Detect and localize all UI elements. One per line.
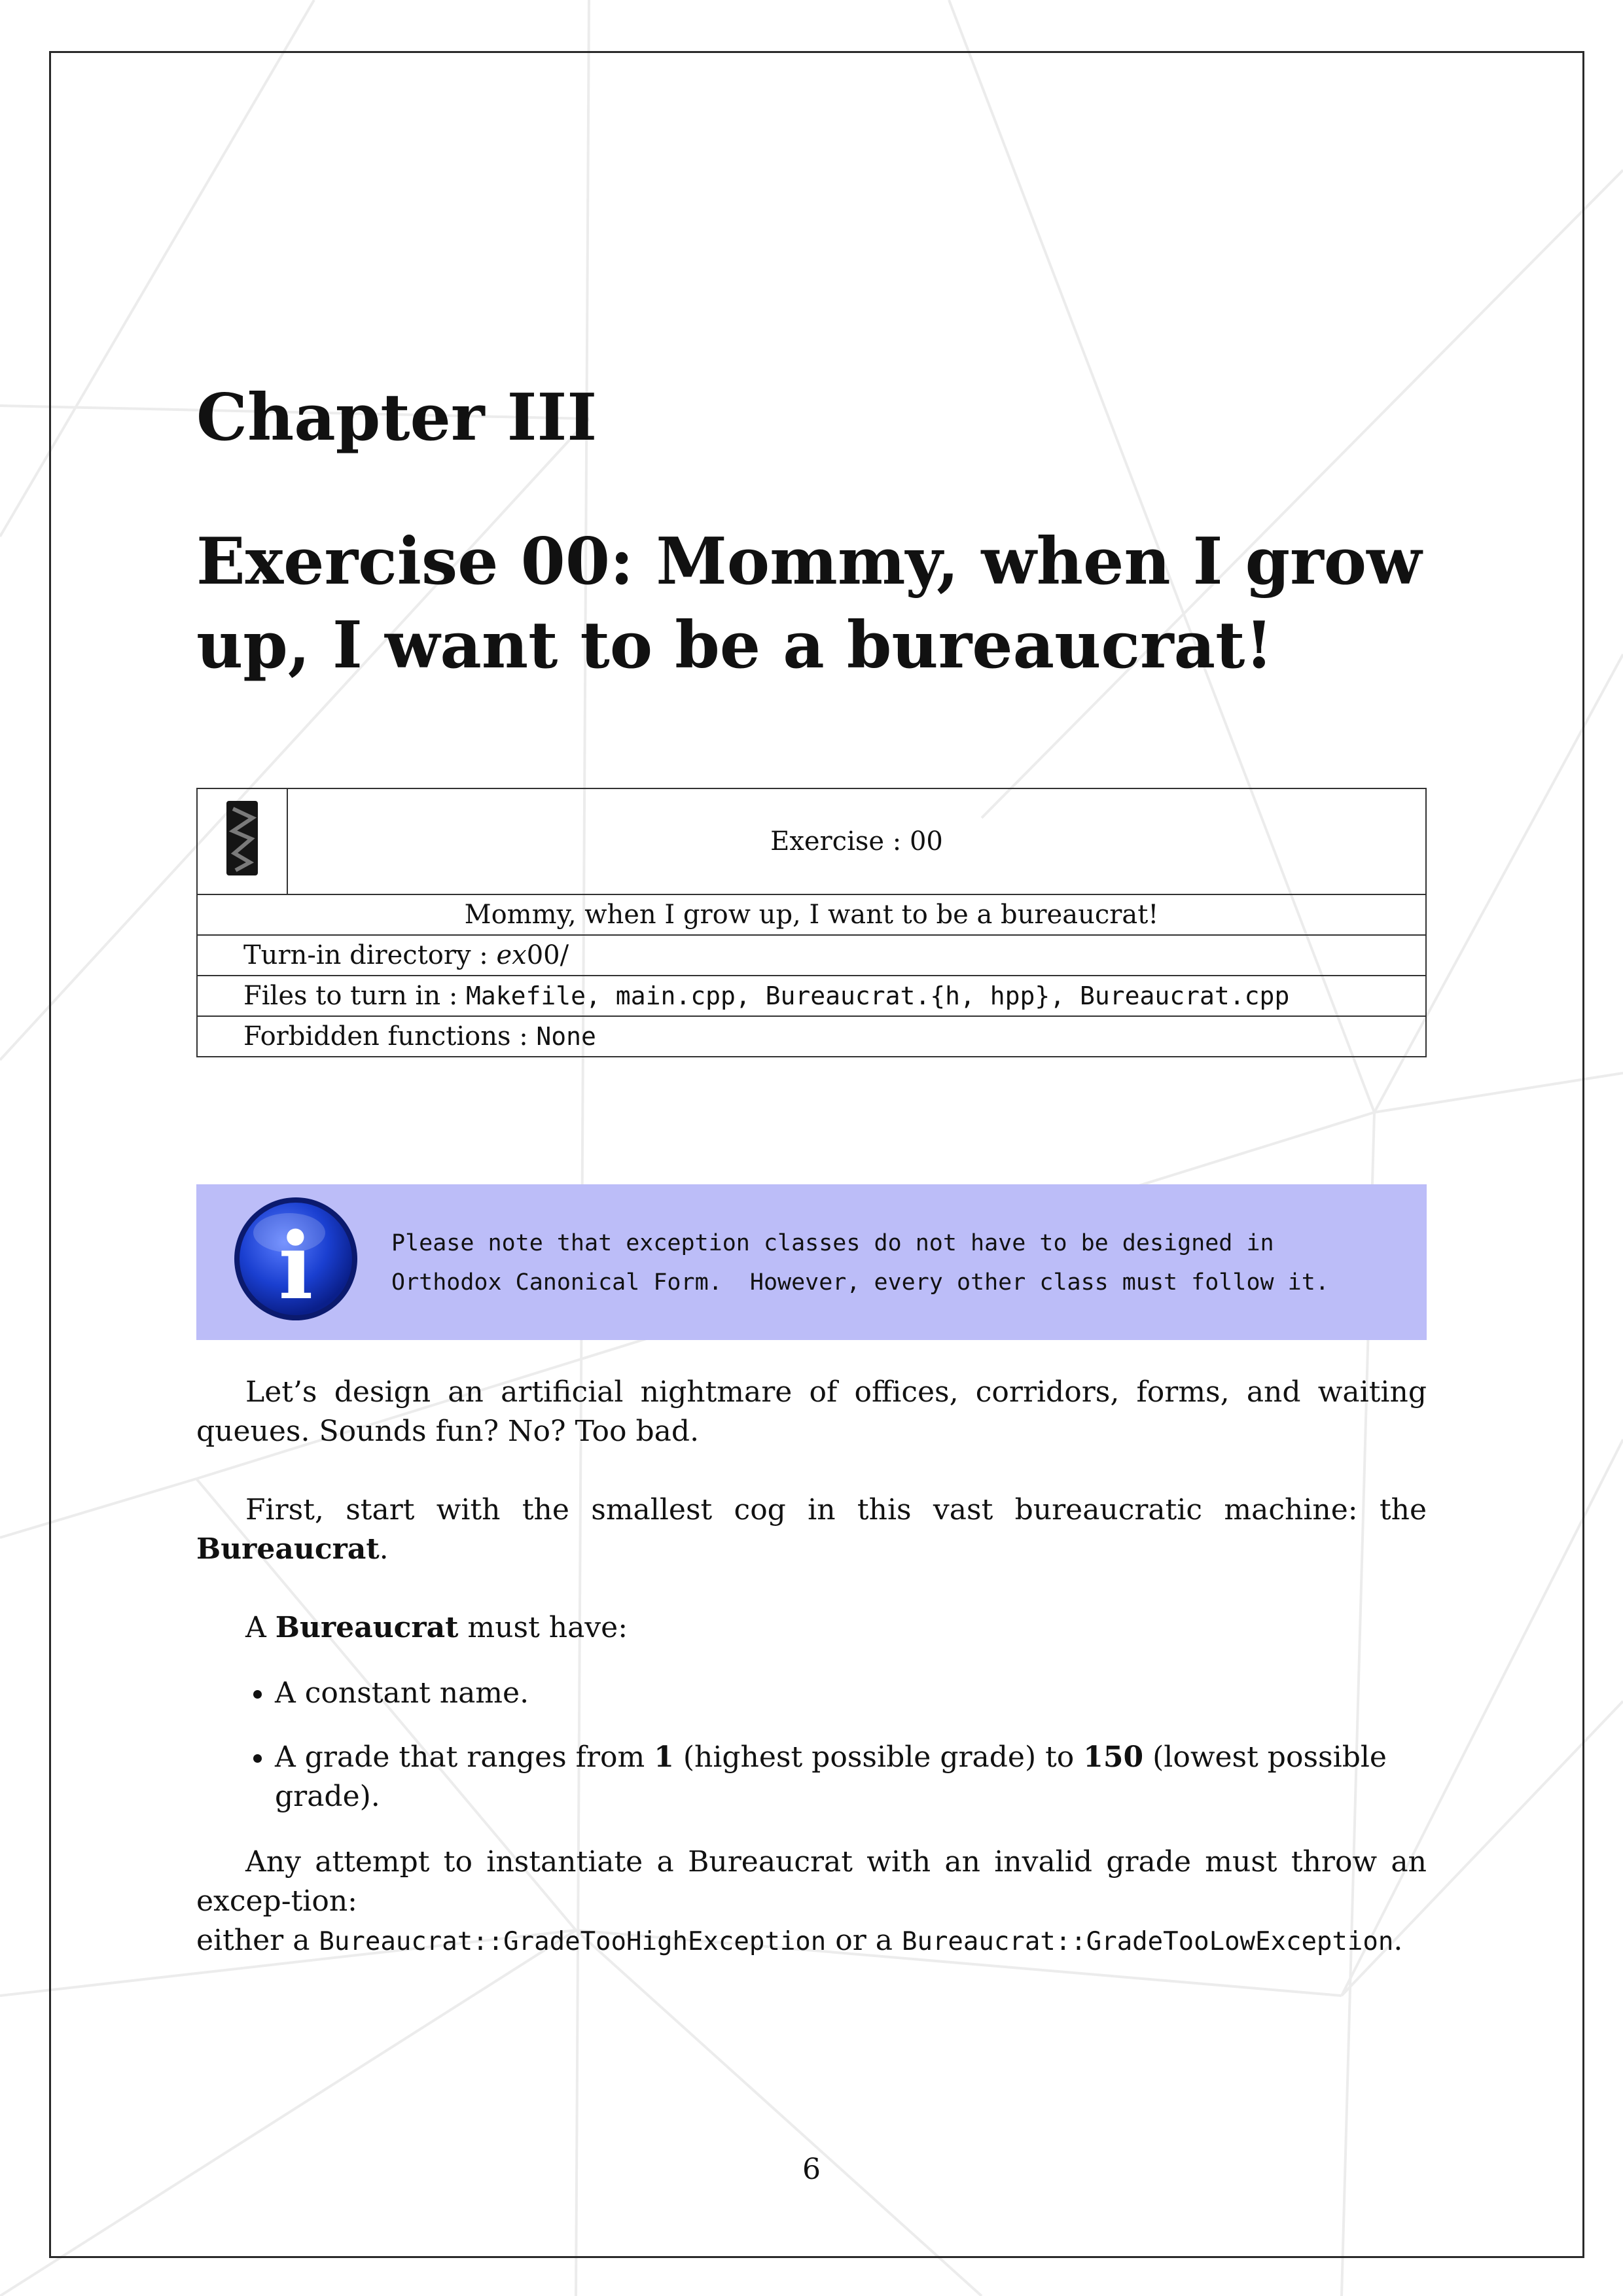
exercise-number-cell: Exercise : 00 <box>287 788 1426 894</box>
requirements-list <box>196 1674 1427 1816</box>
page-number: 6 <box>802 2153 821 2186</box>
forbidden-row <box>197 1016 1426 1057</box>
info-icon-letter: i <box>278 1213 313 1320</box>
info-icon <box>230 1193 361 1324</box>
forbidden-label: Forbidden functions : <box>243 1021 537 1051</box>
b2-bold-1: 1 <box>654 1740 674 1774</box>
code-grade-too-high: Bureaucrat::GradeTooHighException <box>319 1927 827 1956</box>
p3-text: A <box>245 1611 276 1644</box>
paragraph-must-have <box>196 1608 1427 1648</box>
p5-text: either a <box>196 1924 319 1957</box>
p5-end: . <box>1393 1924 1403 1957</box>
chapter-heading: Chapter III <box>196 380 597 455</box>
exercise-name-cell: Mommy, when I grow up, I want to be a bureaucrat! <box>197 894 1426 935</box>
school-logo-icon <box>224 800 260 877</box>
p3-end: must have: <box>458 1611 628 1644</box>
exercise-title <box>196 520 1440 688</box>
forbidden-value: None <box>536 1022 596 1051</box>
exercise-table <box>196 788 1427 1057</box>
info-line-1: Please note that exception classes do not have to be designed in <box>391 1230 1274 1256</box>
p3-bold: Bureaucrat <box>275 1611 459 1644</box>
title-line-2: up, I want to be a bureaucrat! <box>196 608 1274 683</box>
paragraph-exception-types <box>196 1921 1427 1962</box>
turnin-label: Turn-in directory : <box>243 940 497 970</box>
turnin-value-italic: ex <box>496 940 527 970</box>
p2-bold: Bureaucrat <box>196 1532 380 1566</box>
title-line-1: Exercise 00: Mommy, when I grow <box>196 524 1422 599</box>
files-row <box>197 976 1426 1016</box>
info-box <box>196 1184 1427 1340</box>
list-item-grade <box>275 1738 1427 1816</box>
logo-cell <box>197 788 287 894</box>
b2-mid: (highest possible grade) to <box>673 1740 1084 1774</box>
p5-mid: or a <box>826 1924 902 1957</box>
p2-end: . <box>379 1532 389 1566</box>
p2-text: First, start with the smallest cog in this vast bureaucratic machine: the <box>245 1493 1427 1527</box>
b2-bold-2: 150 <box>1083 1740 1144 1774</box>
b2-end: (lowest possible grade). <box>275 1740 1387 1813</box>
exercise-name-row <box>197 894 1426 935</box>
files-label: Files to turn in : <box>243 981 467 1011</box>
exercise-header-row <box>197 788 1426 894</box>
turnin-row <box>197 935 1426 976</box>
turnin-cell <box>197 935 1426 976</box>
paragraph-exception: Any attempt to instantiate a Bureaucrat with an invalid grade must throw an excep-tion: <box>196 1845 1427 1918</box>
turnin-value: 00/ <box>526 940 569 970</box>
body-text <box>196 1373 1427 2001</box>
list-item-name: • A constant name. <box>275 1674 1427 1713</box>
files-cell <box>197 976 1426 1016</box>
paragraph-intro: Let’s design an artificial nightmare of offices, corridors, forms, and waiting queues. Sounds fun? No? Too bad. <box>196 1375 1427 1448</box>
paragraph-first-cog <box>196 1491 1427 1569</box>
info-line-2: Orthodox Canonical Form. However, every other class must follow it. <box>391 1269 1329 1296</box>
b2-text: A grade that ranges from <box>275 1740 654 1774</box>
info-text <box>391 1224 1329 1302</box>
code-grade-too-low: Bureaucrat::GradeTooLowException <box>901 1927 1394 1956</box>
files-value: Makefile, main.cpp, Bureaucrat.{h, hpp}, Bureaucrat.cpp <box>466 981 1290 1010</box>
forbidden-cell <box>197 1016 1426 1057</box>
